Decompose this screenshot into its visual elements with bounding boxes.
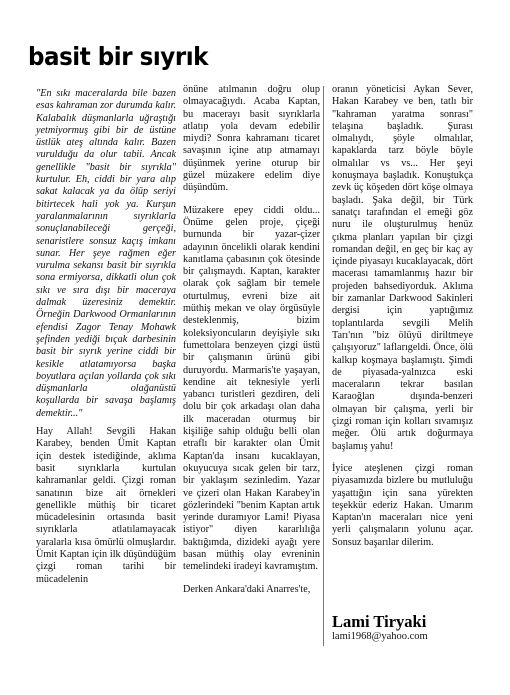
column-divider	[323, 86, 324, 646]
column-2	[183, 84, 320, 596]
column-1-paragraph: Hay Allah! Sevgili Hakan Karabey, benden Ümit Kaptan için destek istediğinde, aklıma basit sıyrıklarla kurtulan kahramanlar geldi. Çizgi roman sanatının bize ait örnekleri genellikle müthiş bir ticaret mücadelesinin ortasında basit sıyrıklarla atlatılamayacak yaralarla kısa ömürlü olmuşlardır. Ümit Kaptan için ilk düşündüğüm çizgi roman tarihi bir mücadelenin	[36, 426, 176, 585]
column-2-paragraph-2: Müzakere epey ciddi oldu... Önüme gelen proje, çiçeği burnunda bir yazar-çizer adayının öncelikli olarak kendini kanıtlama çabasının çok ötesinde bir çalışmaydı. Kaptan, karakter olarak çok sağlam bir temele oturtulmuş, evreni bize ait müthiş mekan ve olay örgüsüyle desteklenmiş, bizim koleksiyoncuların deyişiyle sıkı fumettolara benzeyen çizgi üstü bir çalışmanın ürünü gibi duruyordu. Marmaris'te yaşayan, kendine ait teknesiyle yerli yabancı turistleri gezdiren, deli dolu bir çok arkadaşı olan daha ilk maceradan oturmuş bir kişiliğe sahip olduğu belli olan etraflı bir karakter olan Ümit Kaptan'da insanı kucaklayan, okuyucuya sıcak gelen bir tarz, bir yaklaşım sezinledim. Yazar ve çizeri olan Hakan Karabey'in gözlerindeki "benim Kaptan artık yerinde duramıyor Lami! Piyasa istiyor" diyen kararlılığa baktığımda, dizideki ayağı yere basan müthiş olay evreninin temelindeki iradeyi kavramıştım.	[183, 204, 320, 573]
column-3-paragraph-2: İyice ateşlenen çizgi roman piyasamızda bizlere bu mutluluğu yaşattığın için sana yürekten teşekkür ederiz Hakan. Umarım Kaptan'ın maceraları nice yeni yerli çalışmaların yolunu açar. Sonsuz başarılar dilerim.	[332, 462, 473, 548]
column-2-paragraph-1: önüne atılmanın doğru olup olmayacağıydı. Acaba Kaptan, bu macerayı basit sıyrıklarla atlatıp yola devam edebilir miydi? Sonra kahramanı ticaret savaşının içine atıp atmamayı düşünmek yerine oturup bir güzel müzakere edelim diye düşündüm.	[183, 84, 320, 194]
column-3-paragraph-1: oranın yöneticisi Aykan Sever, Hakan Karabey ve ben, tatlı bir "kahraman yaratma sonrası" telaşına başladık. Şurası olmalıydı, şöyle olmalılar, kapaklarda tarz böyle böyle olmalılar vs vs... Her şeyi konuşmaya başladık. Konuştukça zevk üç köşeden dört köşe olmaya başladı. Şaka değil, bir Türk sanatçı tarafından el emeği göz nuru ile oluşturulmuş henüz çıkma planları yapılan bir çizgi romandan değil, en geç bir kaç ay içinde piyasayı kucaklayacak, dört macerası tamamlanmış hazır bir projeden bahsediyorduk. Aklıma bir zamanlar Darkwood Sakinleri dergisi için yaptığımız toplantılarda sevgili Melih Tarı'nın "biz ölüyü diriltmeye çalışıyoruz" laflarıgeldi. Önce, ölü kalkıp koşmaya başlamıştı. Şimdi de piyasada-yalnızca eski maceraların tekrar basılan Karaoğlan dışında-benzeri olmayan bir çalışma, yerli bir çizgi roman için kolları sıvamışız meğer. Ölü artık doğurmaya başlamış yahu!	[332, 84, 473, 452]
author-name: Lami Tiryaki	[332, 612, 427, 631]
intro-quote: "En sıkı maceralarda bile bazen esas kahraman zor durumda kalır. Kalabalık düşmanlarla uğraştığı yetmiyormuş gibi bir de üstüne üstlük ateş altında kalır. Bazen vurulduğu da olur tabii. Ancak genellikle "basit bir sıyrıkla" kurtulur. Eh, ciddi bir yara alıp sakat kalacak ya da ölüp seriyi bitirtecek hali yok ya. Kurşun yaralanmalarının sıyrıklarla sonuçlanabileceği gerçeği, senaristlere sonsuz kaçış imkanı sunar. Her şeye rağmen eğer vurulma sekansı basit bir sıyrıkla sona ermiyorsa, dikkatli olun çok sıkı ve sıra dışı bir maceraya dalmak üzeresiniz demektir. Örneğin Darkwood Ormanlarının efendisi Zagor Tenay Mohawk şefinden yediği bıçak darbesinin basit bir sıyrık yerine ciddi bir kesikle atlatamıyorsa başka boyutlara açılan yollarda çok sıkı düşmanlarla olağanüstü koşullarda bir savaşa başlamış demektir..."	[36, 88, 176, 419]
article-headline: basit bir sıyrık	[28, 42, 208, 71]
column-1	[36, 88, 176, 586]
column-2-paragraph-3: Derken Ankara'daki Anarres'te,	[183, 583, 311, 595]
author-email: lami1968@yahoo.com	[332, 631, 428, 642]
column-3	[332, 84, 473, 549]
